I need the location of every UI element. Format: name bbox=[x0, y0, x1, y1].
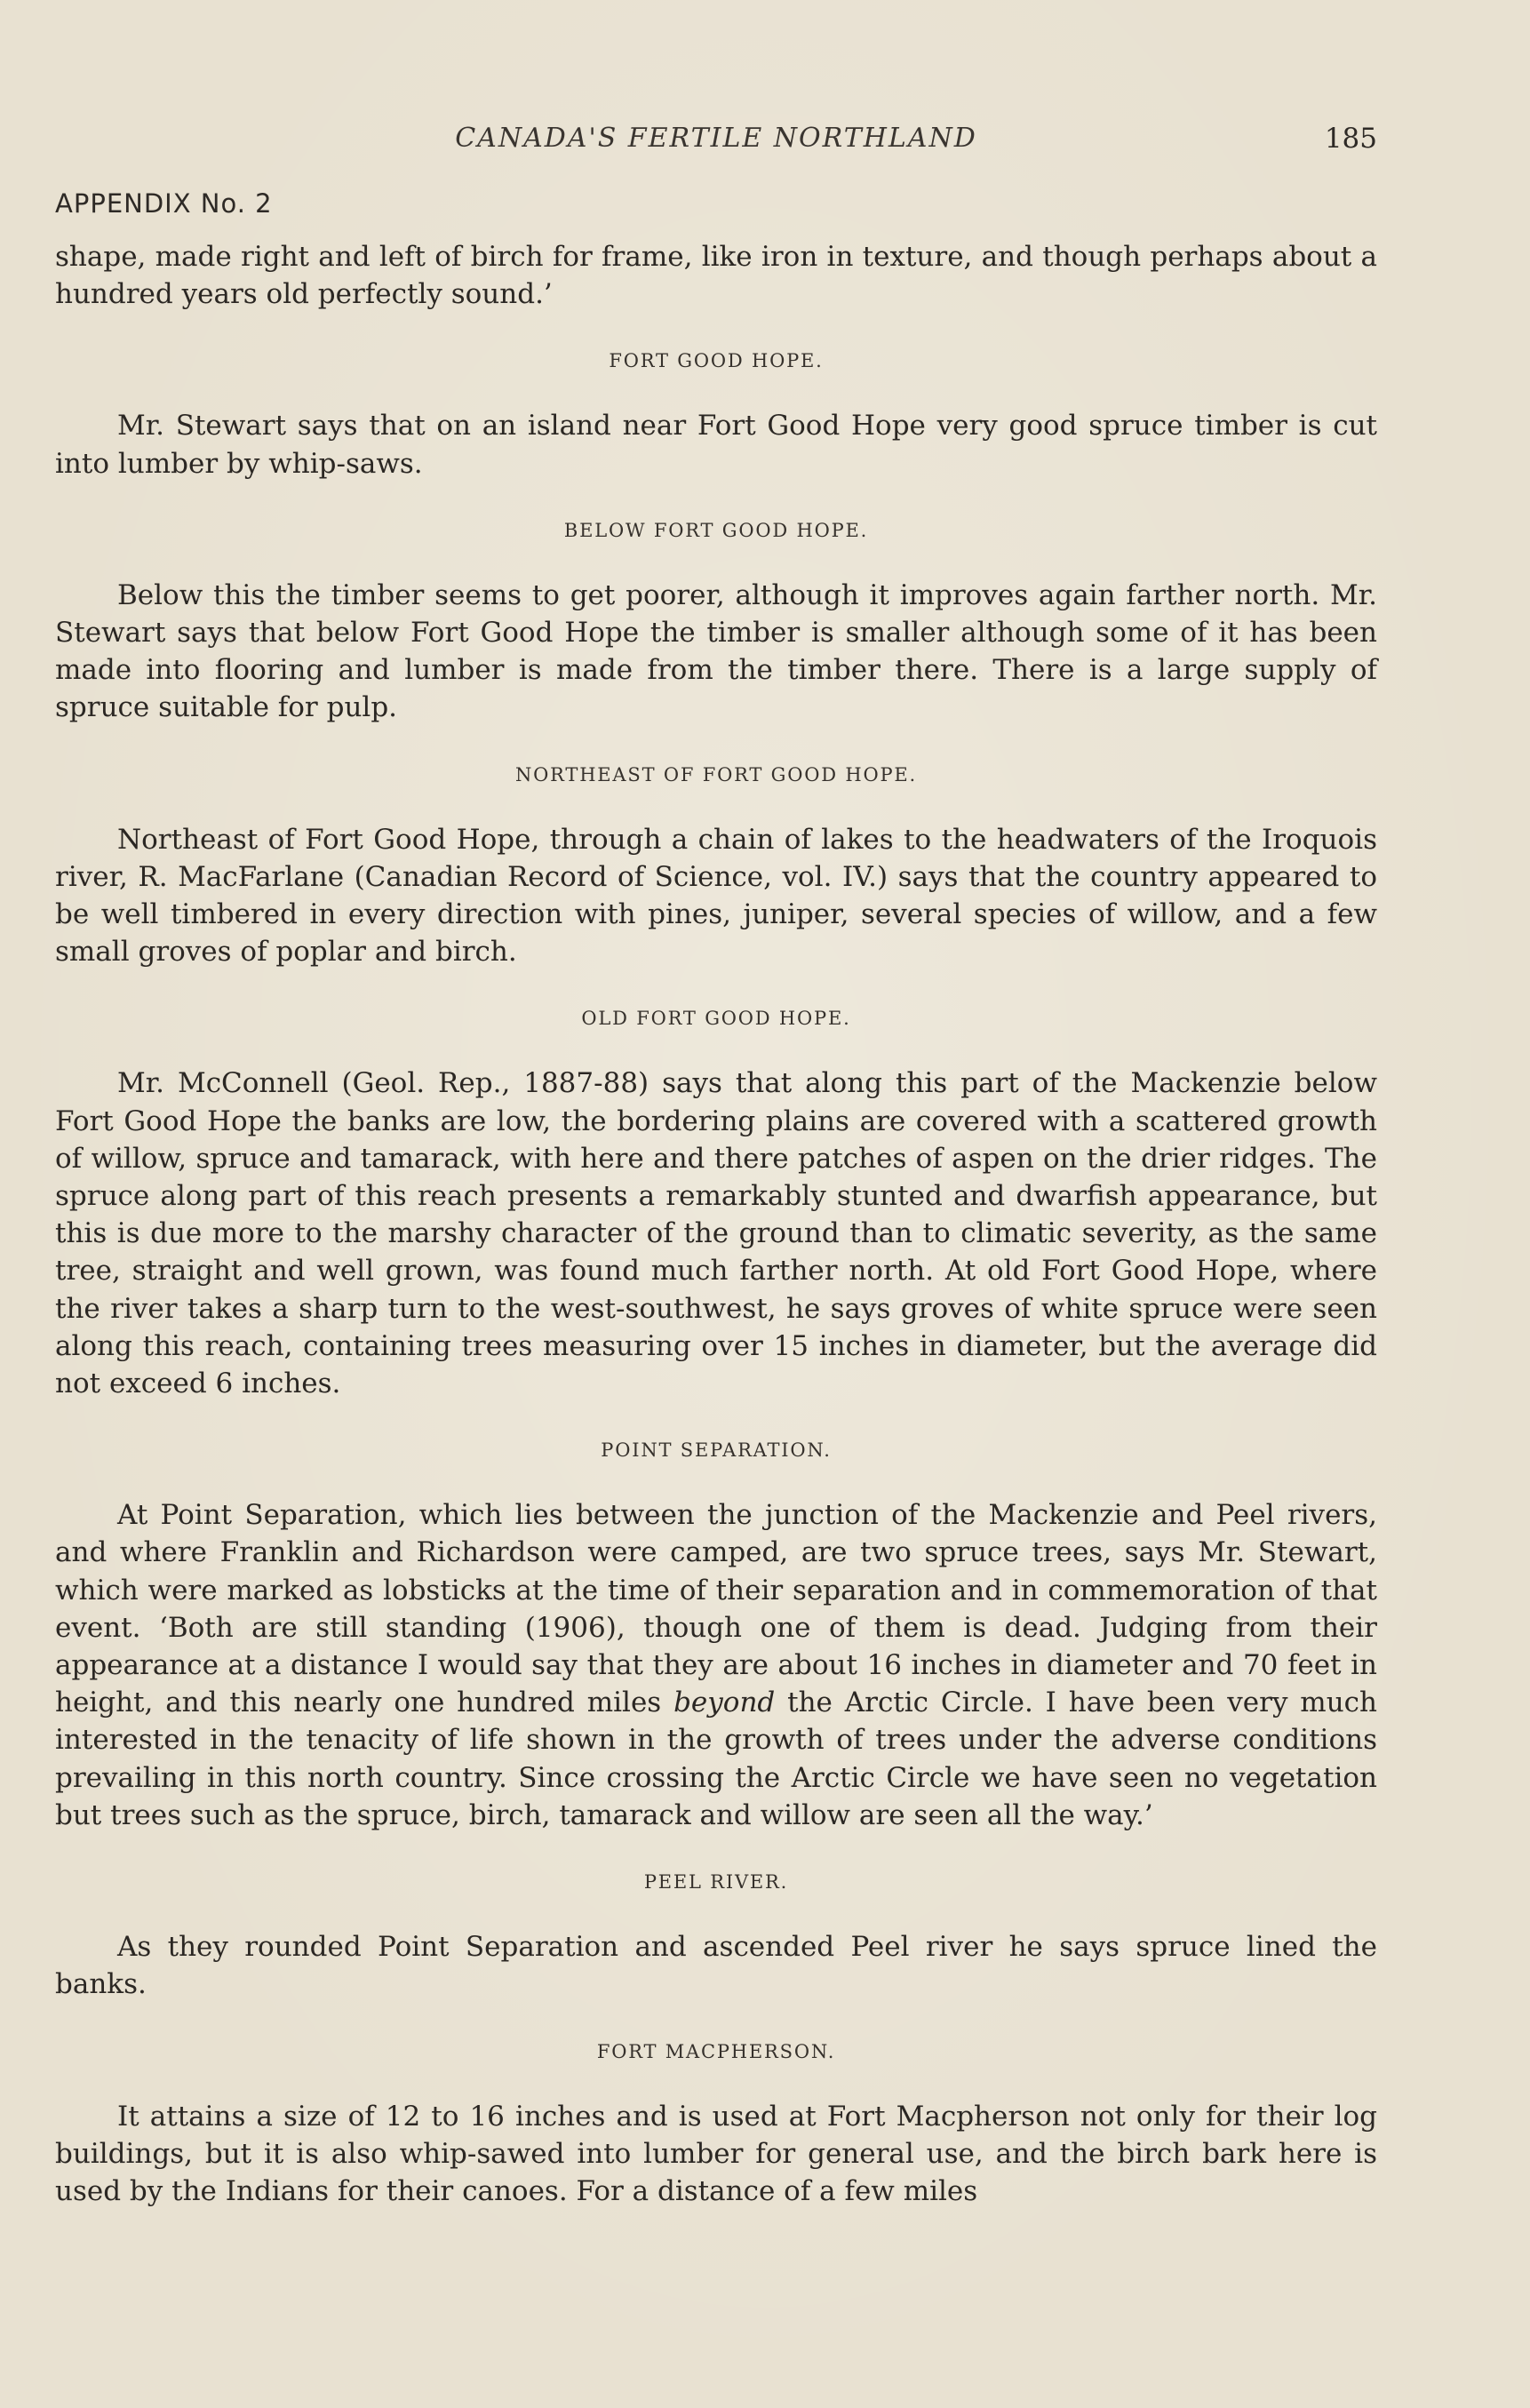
section-heading: BELOW FORT GOOD HOPE. bbox=[563, 519, 869, 541]
paragraph: Mr. McConnell (Geol. Rep., 1887-88) says that along this part of the Mackenzie below Fort Good Hope the banks are low, the bordering plains are covered with a scattered growth of willow, spruce and tamarack, with here and there patches of aspen on the drier ridges. The spruce along part of this reach presents a remarkably stunted and dwarfish appearance, but this is due more to the marshy character of the ground than to climatic severity, as the same tree, straight and well grown, was found much farther north. At old Fort Good Hope, where the river takes a sharp turn to the west-southwest, he says groves of white spruce were seen along this reach, containing trees measuring over 15 inches in diameter, but the average did not exceed 6 inches. bbox=[55, 1067, 1377, 1400]
paragraph: Below this the timber seems to get poorer, although it improves again farther north. Mr. Stewart says that below Fort Good Hope the timber is smaller although some of it has been made into flooring and lumber is made from the timber there. There is a large supply of spruce suitable for pulp. bbox=[55, 578, 1377, 724]
paragraph-text: the Arctic Circle. I have been very much interested in the tenacity of life shown in the growth of trees under the adverse conditions prevailing in this north country. Since crossing the Arctic Circle we have seen no vegetation but trees such as the spruce, birch, tamarack and willow are seen all the way.’ bbox=[55, 1686, 1377, 1831]
italic-word: beyond bbox=[673, 1686, 776, 1719]
section-heading: POINT SEPARATION. bbox=[601, 1439, 832, 1462]
section-heading: PEEL RIVER. bbox=[643, 1871, 789, 1894]
section-heading: FORT MACPHERSON. bbox=[596, 2040, 836, 2062]
paragraph: It attains a size of 12 to 16 inches and is used at Fort Macpherson not only for their log buildings, but it is also whip-sawed into lumber for general use, and the birch bark here is used by the Indians for their canoes. For a distance of a few miles bbox=[55, 2100, 1377, 2207]
running-header bbox=[55, 123, 1377, 158]
paragraph: Northeast of Fort Good Hope, through a chain of lakes to the headwaters of the Iroquois river, R. MacFarlane (Canadian Record of Science, vol. IV.) says that the country appeared to be well timbered in every direction with pines, juniper, several species of willow, and a few small groves of poplar and birch. bbox=[55, 823, 1377, 969]
paragraph-text: At Point Separation, which lies between the junction of the Mackenzie and Peel rivers, and where Franklin and Richardson were camped, are two spruce trees, says Mr. Stewart, which were marked as lobsticks at the time of their separation and in commemoration of that event. ‘Both are still standing (1906), though one of them is dead. Judging from their appearance at a distance I would say that they are about 16 inches in diameter and 70 feet in height, and this nearly one hundred miles bbox=[55, 1499, 1377, 1719]
paragraph bbox=[55, 1496, 1377, 1834]
paragraph: Mr. Stewart says that on an island near Fort Good Hope very good spruce timber is cut into lumber by whip-saws. bbox=[55, 410, 1377, 480]
page-number: 185 bbox=[1324, 123, 1377, 155]
paragraph-continued: shape, made right and left of birch for frame, like iron in texture, and though perhaps about a hundred years old perfectly sound.’ bbox=[55, 241, 1377, 311]
running-title: CANADA'S FERTILE NORTHLAND bbox=[455, 123, 977, 154]
appendix-label: APPENDIX No. 2 bbox=[55, 188, 273, 219]
section-heading: NORTHEAST OF FORT GOOD HOPE. bbox=[514, 763, 918, 785]
section-heading: OLD FORT GOOD HOPE. bbox=[581, 1008, 851, 1030]
section-heading: FORT GOOD HOPE. bbox=[609, 350, 824, 372]
paragraph: As they rounded Point Separation and ascended Peel river he says spruce lined the banks. bbox=[55, 1931, 1377, 2001]
page-body bbox=[55, 238, 1377, 2210]
